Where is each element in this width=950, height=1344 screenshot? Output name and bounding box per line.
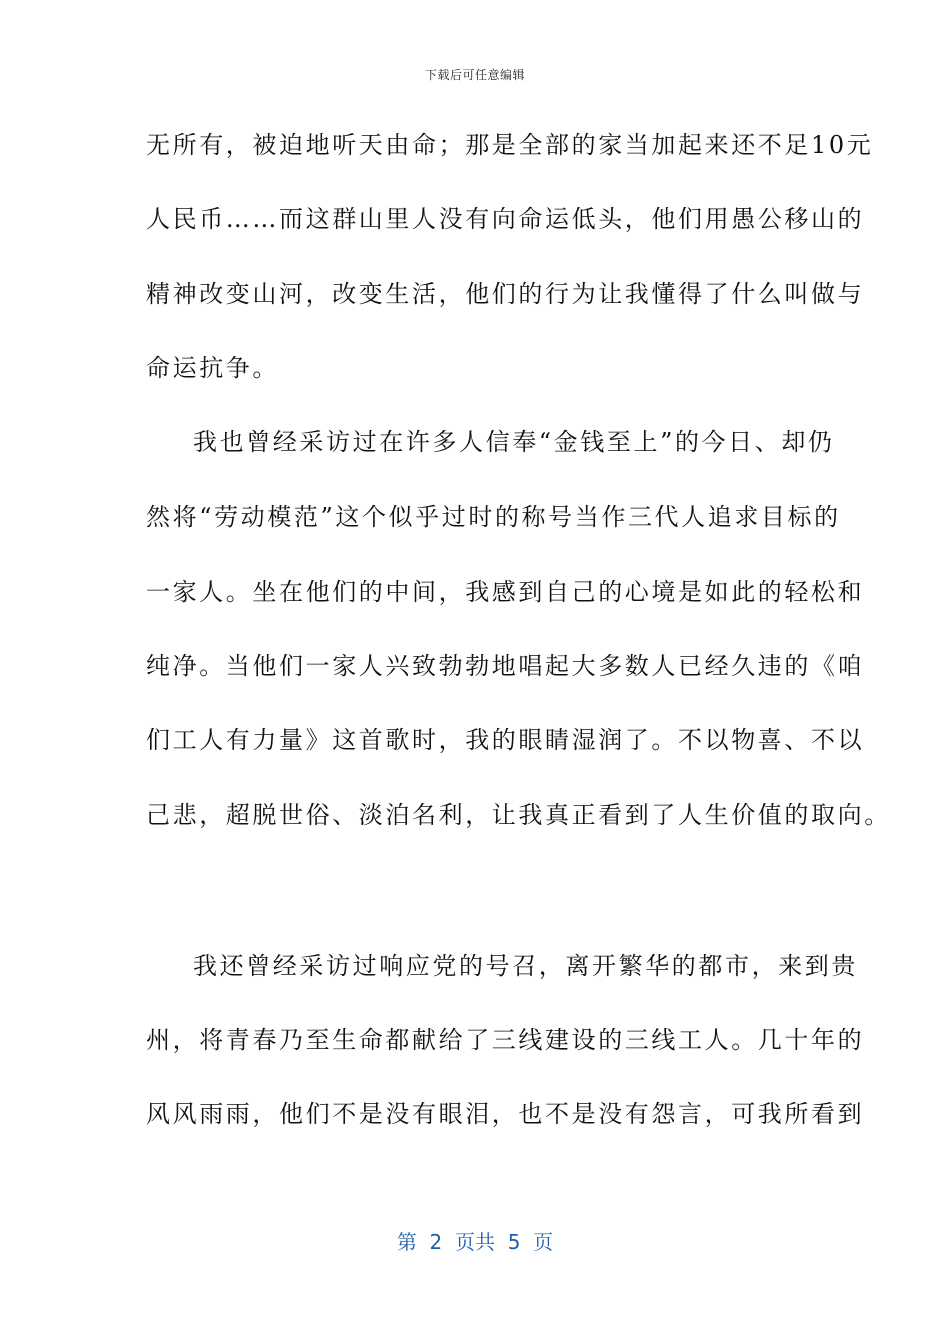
paragraph-first-line: 我还曾经采访过响应党的号召，离开繁华的都市，来到贵 xyxy=(193,952,858,980)
paragraph-first-line: 我也曾经采访过在许多人信奉“金钱至上”的今日、却仍 xyxy=(193,428,835,456)
text-line: 州，将青春乃至生命都献给了三线建设的三线工人。几十年的 xyxy=(146,1026,865,1054)
text-line: 然将“劳动模范”这个似乎过时的称号当作三代人追求目标的 xyxy=(146,503,841,531)
text-line: 风风雨雨，他们不是没有眼泪，也不是没有怨言，可我所看到 xyxy=(146,1100,865,1128)
page-number-footer: 第 2 页共 5 页 xyxy=(396,1230,554,1254)
text-line: 一家人。坐在他们的中间，我感到自己的心境是如此的轻松和 xyxy=(146,578,865,606)
text-line: 纯净。当他们一家人兴致勃勃地唱起大多数人已经久违的《咱 xyxy=(146,652,865,680)
header-note: 下载后可任意编辑 xyxy=(424,68,525,82)
text-line: 精神改变山河，改变生活，他们的行为让我懂得了什么叫做与 xyxy=(146,280,865,308)
text-line: 命运抗争。 xyxy=(146,354,279,382)
text-line: 们工人有力量》这首歌时，我的眼睛湿润了。不以物喜、不以 xyxy=(146,726,865,754)
text-line: 人民币……而这群山里人没有向命运低头，他们用愚公移山的 xyxy=(146,205,865,233)
text-line: 己悲，超脱世俗、淡泊名利，让我真正看到了人生价值的取向。 xyxy=(146,801,891,829)
text-line: 无所有，被迫地听天由命；那是全部的家当加起来还不足10元 xyxy=(146,131,874,159)
